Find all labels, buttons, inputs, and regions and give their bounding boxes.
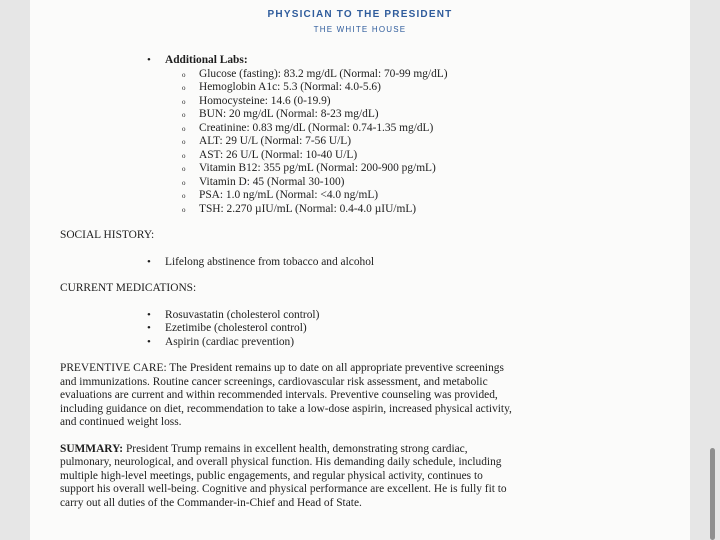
social-history-item: • Lifelong abstinence from tobacco and alcohol	[130, 256, 590, 270]
summary-paragraph	[60, 443, 512, 511]
medications-list	[130, 309, 590, 350]
lab-result-ast: o AST: 26 U/L (Normal: 10-40 U/L)	[130, 149, 590, 163]
lab-result-homocysteine: o Homocysteine: 14.6 (0-19.9)	[130, 95, 590, 109]
lab-result-alt: o ALT: 29 U/L (Normal: 7-56 U/L)	[130, 135, 590, 149]
social-history-list	[130, 256, 590, 270]
medication-item: • Rosuvastatin (cholesterol control)	[130, 309, 590, 323]
medication-item: • Aspirin (cardiac prevention)	[130, 336, 590, 350]
lab-result-hba1c: o Hemoglobin A1c: 5.3 (Normal: 4.0-5.6)	[130, 81, 590, 95]
medication-item: • Ezetimibe (cholesterol control)	[130, 322, 590, 336]
lab-result-vitamin-d: o Vitamin D: 45 (Normal 30-100)	[130, 176, 590, 190]
scrollbar-thumb[interactable]	[710, 448, 715, 540]
letterhead-subtitle: THE WHITE HOUSE	[313, 25, 407, 34]
document-page	[30, 0, 690, 540]
summary-label: SUMMARY:	[60, 442, 124, 455]
social-history-heading: SOCIAL HISTORY:	[60, 229, 155, 241]
summary-text: President Trump remains in excellent health, demonstrating strong cardiac, pulmonary, neurological, and overall physical function. His demanding daily schedule, including multiple high-level meetings, public engagements, and regular physical activity, continues to support his overall well-being. Cognitive and physical performance are excellent. He is fully fit to carry out all duties of the Commander-in-Chief and Head of State.	[60, 442, 507, 509]
current-medications-heading: CURRENT MEDICATIONS:	[60, 282, 197, 294]
preventive-care-paragraph	[60, 362, 512, 430]
lab-result-tsh: o TSH: 2.270 µIU/mL (Normal: 0.4-4.0 µIU/mL)	[130, 203, 590, 217]
document-body	[60, 54, 590, 510]
additional-labs-heading: Additional Labs:	[165, 54, 248, 66]
preventive-care-text: PREVENTIVE CARE: The President remains up to date on all appropriate preventive screenings and immunizations. Routine cancer screenings, cardiovascular risk assessment, and metabolic evaluations are current and within recommended intervals. Preventive counseling was provided, including guidance on diet, recommendation to take a low-dose aspirin, increased physical activity, and continued weight loss.	[60, 362, 512, 428]
lab-result-glucose: o Glucose (fasting): 83.2 mg/dL (Normal: 70-99 mg/dL)	[130, 68, 590, 82]
right-gutter	[690, 0, 720, 540]
lab-results-list	[130, 68, 590, 217]
lab-result-vitamin-b12: o Vitamin B12: 355 pg/mL (Normal: 200-900 pg/mL)	[130, 162, 590, 176]
lab-result-psa: o PSA: 1.0 ng/mL (Normal: <4.0 ng/mL)	[130, 189, 590, 203]
additional-labs-list	[130, 54, 590, 216]
lab-result-creatinine: o Creatinine: 0.83 mg/dL (Normal: 0.74-1.35 mg/dL)	[130, 122, 590, 136]
letterhead-title: PHYSICIAN TO THE PRESIDENT	[267, 9, 453, 20]
lab-result-bun: o BUN: 20 mg/dL (Normal: 8-23 mg/dL)	[130, 108, 590, 122]
letterhead	[30, 8, 690, 35]
additional-labs-bullet	[130, 54, 590, 216]
left-gutter	[0, 0, 30, 540]
